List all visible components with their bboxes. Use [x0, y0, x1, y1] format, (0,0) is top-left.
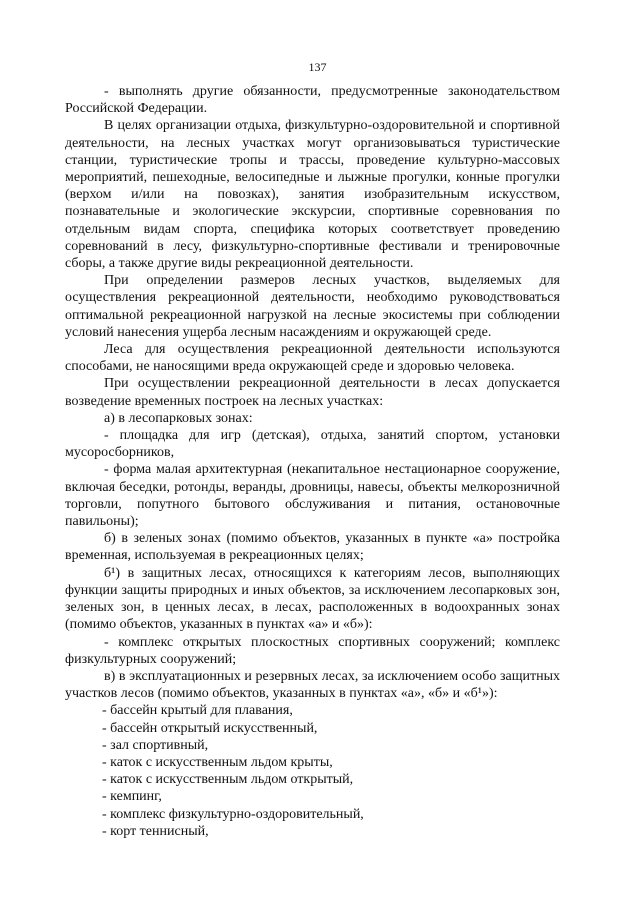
paragraph: - площадка для игр (детская), отдыха, занятий спортом, установки мусоросборников,	[65, 428, 560, 461]
list-item: - каток с искусственным льдом крыты,	[102, 754, 333, 770]
facility-list	[65, 702, 560, 840]
paragraph: - форма малая архитектурная (некапитальное нестационарное сооружение, включая беседки, ротонды, веранды, дровницы, навесы, объекты мелкорозничной торговли, попутного бытового обслуживания и питания, остановочные павильоны);	[65, 462, 560, 530]
list-item: - кемпинг,	[102, 789, 162, 805]
paragraph: в) в эксплуатационных и резервных лесах, за исключением особо защитных участков лесов (помимо объектов, указанных в пунктах «а», «б» и «б¹»):	[65, 668, 560, 702]
document-body	[65, 83, 560, 840]
list-item: - бассейн открытый искусственный,	[102, 720, 318, 736]
paragraph: а) в лесопарковых зонах:	[104, 410, 253, 426]
list-item: - комплекс физкультурно-оздоровительный,	[102, 806, 364, 822]
paragraph: б) в зеленых зонах (помимо объектов, указанных в пункте «а» постройка временная, используемая в рекреационных целях;	[65, 531, 560, 564]
list-item: - каток с искусственным льдом открытый,	[102, 772, 354, 788]
paragraph: Леса для осуществления рекреационной деятельности используются способами, не наносящими вреда окружающей среде и здоровью человека.	[65, 342, 560, 375]
paragraph: - комплекс открытых плоскостных спортивных сооружений; комплекс физкультурных сооружений;	[65, 634, 560, 667]
paragraph: При определении размеров лесных участков, выделяемых для осуществления рекреационной деятельности, необходимо руководствоваться оптимальной рекреационной нагрузкой на лесные экосистемы при соблюдении условий нанесения ущерба лесным насаждениям и окружающей среде.	[65, 273, 560, 340]
paragraph: В целях организации отдыха, физкультурно-оздоровительной и спортивной деятельности, на лесных участках могут организовываться туристические станции, туристические тропы и трассы, проведение культурно-массовых мероприятий, пешеходные, велосипедные и лыжные прогулки, конные прогулки (верхом и/или на повозках), занятия изобразительным искусством, познавательные и экологические экскурсии, спортивные соревнования по отдельным видам спорта, специфика которых соответствует проведению соревнований в лесу, физкультурно-спортивные фестивали и тренировочные сборы, а также другие виды рекреационной деятельности.	[65, 118, 560, 272]
paragraph: б¹) в защитных лесах, относящихся к категориям лесов, выполняющих функции защиты природных и иных объектов, за исключением лесопарковых зон, зеленых зон, в ценных лесах, в лесах, расположенных в водоохранных зонах (помимо объектов, указанных в пунктах «а» и «б»):	[65, 565, 560, 633]
list-item: - корт теннисный,	[102, 823, 209, 839]
page-number: 137	[308, 60, 327, 74]
paragraph: При осуществлении рекреационной деятельности в лесах допускается возведение временных построек на лесных участках:	[65, 376, 560, 409]
list-item: - бассейн крытый для плавания,	[102, 703, 293, 719]
paragraph: - выполнять другие обязанности, предусмотренные законодательством Российской Федерации.	[65, 84, 560, 117]
list-item: - зал спортивный,	[102, 737, 209, 753]
